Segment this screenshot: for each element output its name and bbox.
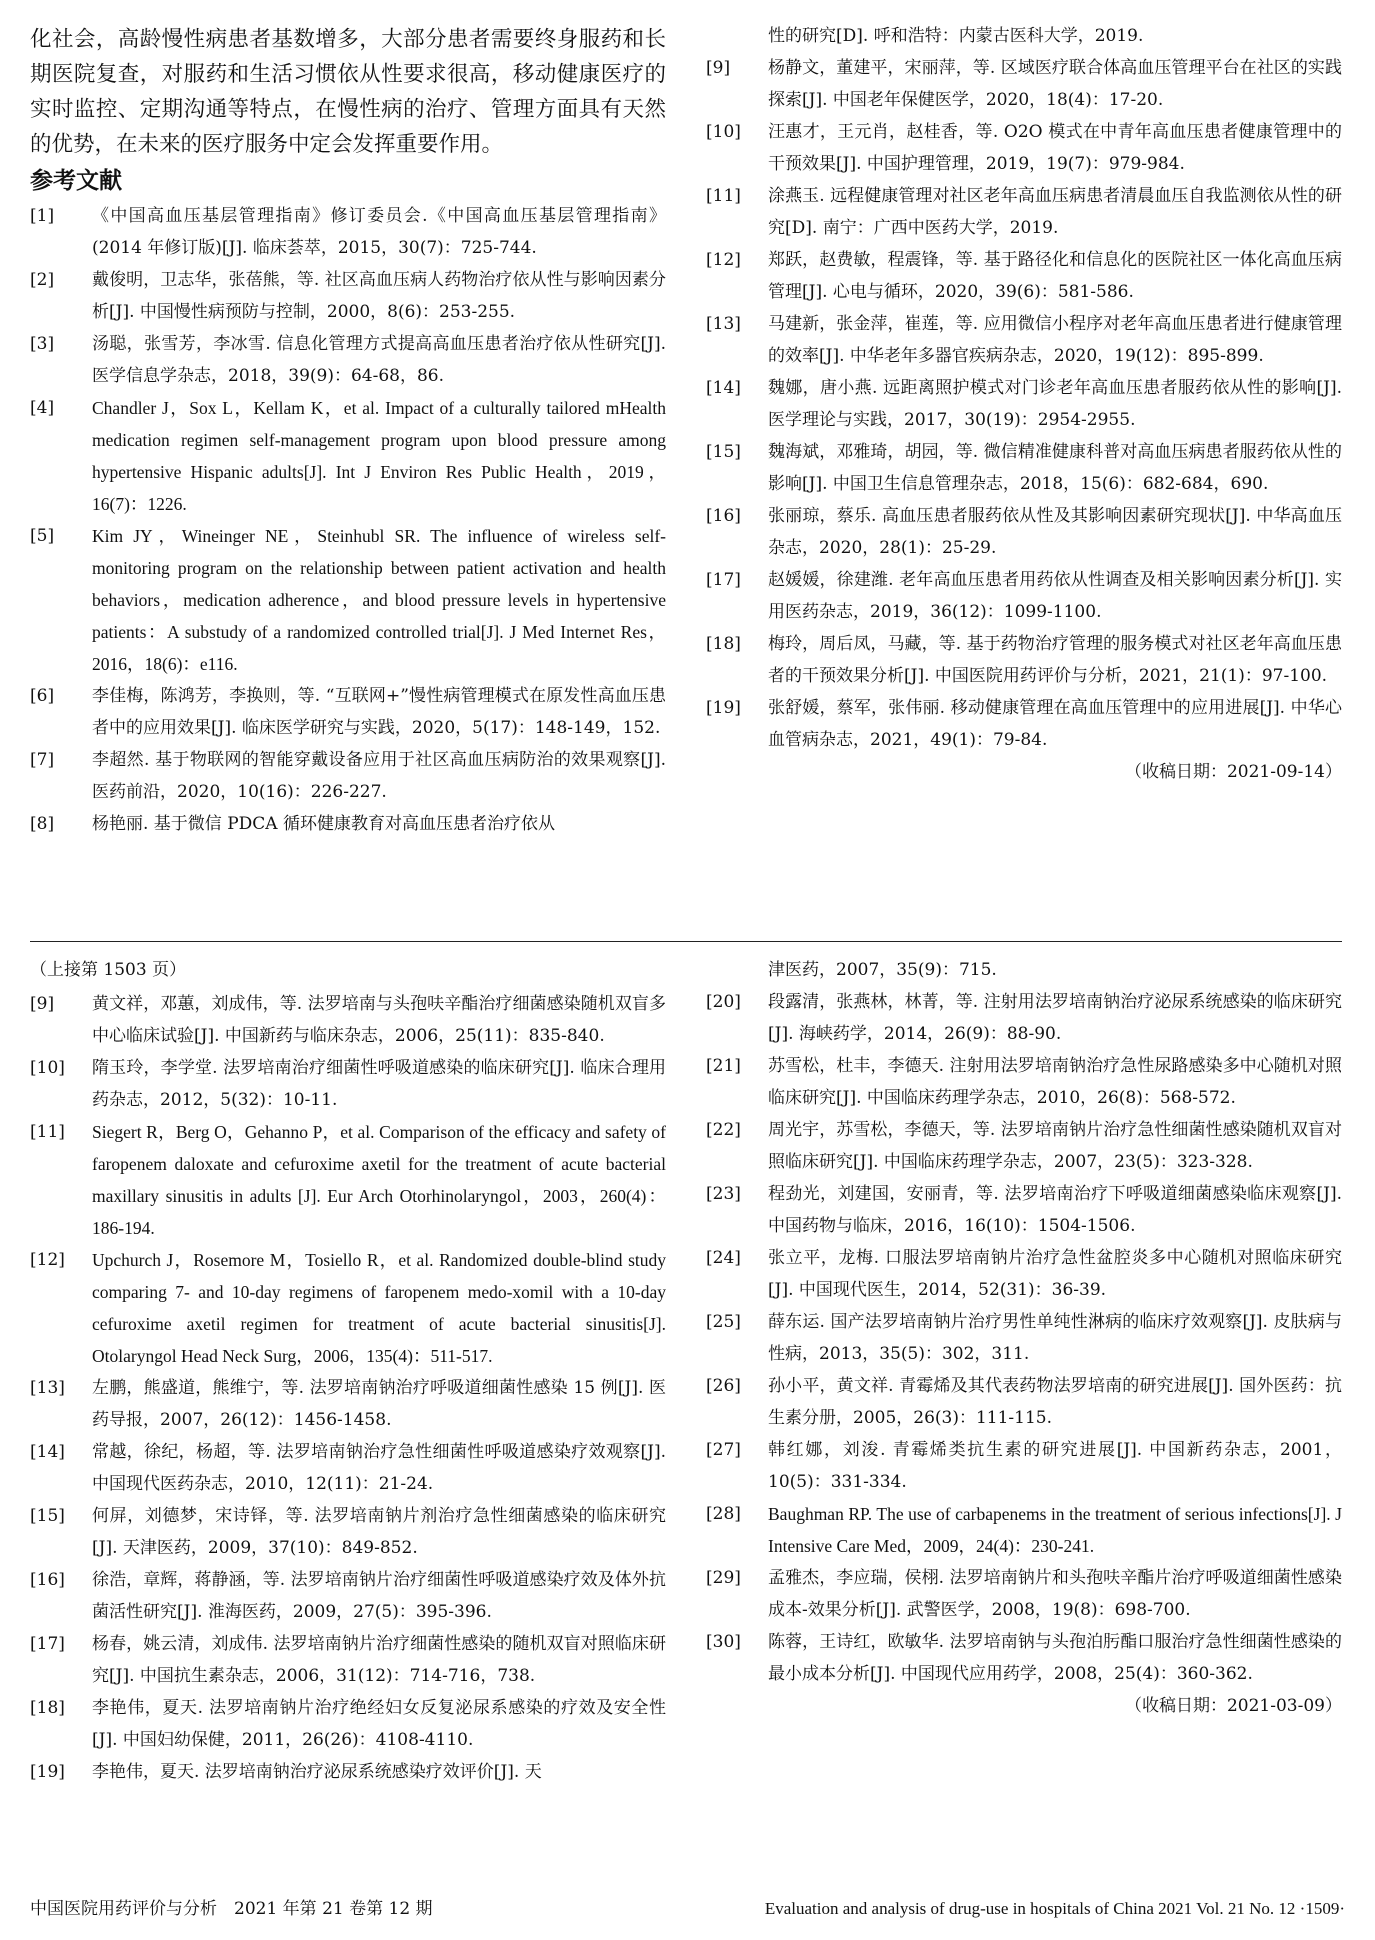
reference-number: [23] [706,1184,741,1204]
reference-text: 张舒媛，蔡军，张伟丽. 移动健康管理在高血压管理中的应用进展[J]. 中华心血管病杂志，2021，49(1)：79-84. [768,698,1342,750]
reference-item [706,1562,1342,1626]
reference-text: 张立平，龙梅. 口服法罗培南钠片治疗急性盆腔炎多中心随机对照临床研究[J]. 中国现代医生，2014，52(31)：36-39. [768,1248,1342,1300]
reference-number: [25] [706,1312,741,1332]
reference-item [706,1434,1342,1498]
reference-item [706,1242,1342,1306]
reference-item [706,1626,1342,1690]
reference-number: [20] [706,992,741,1012]
reference-number: [30] [706,1632,741,1652]
reference-item [30,988,666,1052]
reference-item [706,564,1342,628]
reference-item [706,116,1342,180]
reference-item [30,680,666,744]
reference-item [706,986,1342,1050]
reference-number: [2] [30,270,55,290]
reference-text: Baughman RP. The use of carbapenems in the treatment of serious infections[J]. J Intensive Care Med，2009，24(4)：230-241. [768,1504,1342,1556]
reference-item [706,180,1342,244]
reference-text: 黄文祥，邓蕙，刘成伟，等. 法罗培南与头孢呋辛酯治疗细菌感染随机双盲多中心临床试验[J]. 中国新药与临床杂志，2006，25(11)：835-840. [92,994,666,1046]
reference-item [30,264,666,328]
reference-item [30,1692,666,1756]
reference-number: [13] [30,1378,65,1398]
reference-text: 涂燕玉. 远程健康管理对社区老年高血压病患者清晨血压自我监测依从性的研究[D]. 南宁：广西中医药大学，2019. [768,186,1342,238]
reference-item [30,1372,666,1436]
reference-number: [17] [30,1634,65,1654]
reference-number: [6] [30,686,55,706]
reference-text: 周光宇，苏雪松，李德天，等. 法罗培南钠片治疗急性细菌性感染随机双盲对照临床研究[J]. 中国临床药理学杂志，2007，23(5)：323-328. [768,1120,1342,1172]
reference-list [706,986,1342,1690]
reference-text: 李佳梅，陈鸿芳，李换则，等. “互联网+”慢性病管理模式在原发性高血压患者中的应用效果[J]. 临床医学研究与实践，2020，5(17)：148-149，152. [92,686,666,738]
reference-item [706,692,1342,756]
footer-journal-en: Evaluation and analysis of drug-use in hospitals of China 2021 Vol. 21 No. 12 ·1509· [764,1899,1345,1918]
reference-item [706,308,1342,372]
reference-list [30,988,666,1788]
reference-text: 杨静文，董建平，宋丽萍，等. 区域医疗联合体高血压管理平台在社区的实践探索[J]. 中国老年保健医学，2020，18(4)：17-20. [768,58,1342,110]
reference-text: 杨艳丽. 基于微信 PDCA 循环健康教育对高血压患者治疗依从 [92,814,555,834]
reference-text: 隋玉玲，李学堂. 法罗培南治疗细菌性呼吸道感染的临床研究[J]. 临床合理用药杂志，2012，5(32)：10-11. [92,1058,666,1110]
reference-text: 苏雪松，杜丰，李德天. 注射用法罗培南钠治疗急性尿路感染多中心随机对照临床研究[J]. 中国临床药理学杂志，2010，26(8)：568-572. [768,1056,1342,1108]
reference-text: 戴俊明，卫志华，张蓓熊，等. 社区高血压病人药物治疗依从性与影响因素分析[J]. 中国慢性病预防与控制，2000，8(6)：253-255. [92,270,666,322]
reference-text: 梅玲，周后凤，马藏，等. 基于药物治疗管理的服务模式对社区老年高血压患者的干预效果分析[J]. 中国医院用药评价与分析，2021，21(1)：97-100. [768,634,1342,686]
reference-text: Upchurch J，Rosemore M，Tosiello R，et al. Randomized double-blind study comparing 7- and 10-day regimens of faropenem medo-xomil with a 10-day cefuroxime axetil regimen for treatment of acute bacterial sinusitis[J]. Otolaryngol Head Neck Surg，2006，135(4)：511-517. [92,1250,666,1366]
reference-text: 杨春，姚云清，刘成伟. 法罗培南钠片治疗细菌性感染的随机双盲对照临床研究[J]. 中国抗生素杂志，2006，31(12)：714-716，738. [92,1634,666,1686]
reference-number: [9] [706,58,731,78]
reference-number: [16] [30,1570,65,1590]
reference-text: 陈蓉，王诗红，欧敏华. 法罗培南钠与头孢泊肟酯口服治疗急性细菌性感染的最小成本分析[J]. 中国现代应用药学，2008，25(4)：360-362. [768,1632,1342,1684]
reference-number: [19] [30,1762,65,1782]
reference-number: [24] [706,1248,741,1268]
reference-item [706,1114,1342,1178]
reference-number: [10] [706,122,741,142]
reference-number: [26] [706,1376,741,1396]
reference-item [30,328,666,392]
reference-text: 李超然. 基于物联网的智能穿戴设备应用于社区高血压病防治的效果观察[J]. 医药前沿，2020，10(16)：226-227. [92,750,666,802]
reference-item [30,200,666,264]
reference-text: 《中国高血压基层管理指南》修订委员会.《中国高血压基层管理指南》(2014 年修订版)[J]. 临床荟萃，2015，30(7)：725-744. [92,206,666,258]
reference-text: Chandler J，Sox L，Kellam K，et al. Impact of a culturally tailored mHealth medication regimen self-management program upon blood pressure among hypertensive Hispanic adults[J]. Int J Environ Res Public Health，2019，16(7)：1226. [92,398,666,514]
reference-text: 常越，徐纪，杨超，等. 法罗培南钠治疗急性细菌性呼吸道感染疗效观察[J]. 中国现代医药杂志，2010，12(11)：21-24. [92,1442,666,1494]
reference-item [30,1500,666,1564]
reference-item [30,1116,666,1244]
reference-number: [19] [706,698,741,718]
reference-number: [9] [30,994,55,1014]
reference-item [706,1050,1342,1114]
reference-text: 李艳伟，夏天. 法罗培南钠治疗泌尿系统感染疗效评价[J]. 天 [92,1762,542,1782]
reference-number: [11] [30,1122,65,1142]
reference-list [30,200,666,840]
reference-item [30,1244,666,1372]
reference-item [30,392,666,520]
reference-number: [13] [706,314,741,334]
reference-number: [15] [706,442,741,462]
reference-item [706,244,1342,308]
reference-number: [17] [706,570,741,590]
reference-item [30,520,666,680]
page-footer [30,1897,1345,1921]
bottom-left-column [30,954,666,1788]
reference-text: 段露清，张燕林，林菁，等. 注射用法罗培南钠治疗泌尿系统感染的临床研究[J]. 海峡药学，2014，26(9)：88-90. [768,992,1342,1044]
reference-item [30,1756,666,1788]
reference-number: [12] [706,250,741,270]
reference-number: [12] [30,1250,65,1270]
reference-text: Siegert R，Berg O，Gehanno P，et al. Comparison of the efficacy and safety of faropenem daloxate and cefuroxime axetil for the treatment of acute bacterial maxillary sinusitis in adults [J]. Eur Arch Otorhinolaryngol，2003，260(4)：186-194. [92,1122,666,1238]
reference-list [706,52,1342,756]
reference-text: 薛东运. 国产法罗培南钠片治疗男性单纯性淋病的临床疗效观察[J]. 皮肤病与性病，2013，35(5)：302，311. [768,1312,1342,1364]
top-left-column [30,22,666,840]
reference-item [30,744,666,808]
reference-number: [3] [30,334,55,354]
reference-text: 孟雅杰，李应瑞，侯栩. 法罗培南钠片和头孢呋辛酯片治疗呼吸道细菌性感染成本-效果分析[J]. 武警医学，2008，19(8)：698-700. [768,1568,1342,1620]
reference-text: 程劲光，刘建国，安丽青，等. 法罗培南治疗下呼吸道细菌感染临床观察[J]. 中国药物与临床，2016，16(10)：1504-1506. [768,1184,1342,1236]
reference-text: 孙小平，黄文祥. 青霉烯及其代表药物法罗培南的研究进展[J]. 国外医药：抗生素分册，2005，26(3)：111-115. [768,1376,1342,1428]
top-right-column [706,20,1342,788]
reference-number: [29] [706,1568,741,1588]
reference-item [706,500,1342,564]
reference-continuation: 津医药，2007，35(9)：715. [768,960,997,980]
reference-text: 徐浩，章辉，蒋静涵，等. 法罗培南钠片治疗细菌性呼吸道感染疗效及体外抗菌活性研究[J]. 淮海医药，2009，27(5)：395-396. [92,1570,666,1622]
reference-item [30,1564,666,1628]
reference-text: 李艳伟，夏天. 法罗培南钠片治疗绝经妇女反复泌尿系感染的疗效及安全性[J]. 中国妇幼保健，2011，26(26)：4108-4110. [92,1698,666,1750]
reference-item [706,628,1342,692]
footer-journal-cn: 中国医院用药评价与分析 2021 年第 21 卷第 12 期 [30,1899,433,1919]
received-date: （收稿日期：2021-09-14） [1124,762,1342,782]
reference-text: 张丽琼，蔡乐. 高血压患者服药依从性及其影响因素研究现状[J]. 中华高血压杂志，2020，28(1)：25-29. [768,506,1342,558]
reference-number: [15] [30,1506,65,1526]
reference-number: [27] [706,1440,741,1460]
reference-item [706,1370,1342,1434]
section-divider [30,941,1342,942]
reference-number: [28] [706,1504,741,1524]
reference-text: 何屏，刘德梦，宋诗铎，等. 法罗培南钠片剂治疗急性细菌感染的临床研究[J]. 天津医药，2009，37(10)：849-852. [92,1506,666,1558]
reference-item [706,52,1342,116]
reference-number: [7] [30,750,55,770]
reference-item [706,1306,1342,1370]
reference-number: [16] [706,506,741,526]
reference-continuation: 性的研究[D]. 呼和浩特：内蒙古医科大学，2019. [768,26,1144,46]
reference-text: 魏海斌，邓雅琦，胡园，等. 微信精准健康科普对高血压病患者服药依从性的影响[J]. 中国卫生信息管理杂志，2018，15(6)：682-684，690. [768,442,1342,494]
references-heading: 参考文献 [30,168,122,194]
reference-number: [18] [706,634,741,654]
reference-number: [14] [706,378,741,398]
reference-text: 郑跃，赵费敏，程震锋，等. 基于路径化和信息化的医院社区一体化高血压病管理[J]. 心电与循环，2020，39(6)：581-586. [768,250,1342,302]
reference-number: [18] [30,1698,65,1718]
reference-number: [21] [706,1056,741,1076]
reference-number: [4] [30,398,55,418]
reference-number: [5] [30,526,55,546]
bottom-right-column [706,954,1342,1722]
reference-text: 左鹏，熊盛道，熊维宁，等. 法罗培南钠治疗呼吸道细菌性感染 15 例[J]. 医药导报，2007，26(12)：1456-1458. [92,1378,666,1430]
received-date: （收稿日期：2021-03-09） [1124,1696,1342,1716]
reference-number: [10] [30,1058,65,1078]
reference-number: [14] [30,1442,65,1462]
reference-number: [1] [30,206,55,226]
reference-text: 魏娜，唐小燕. 远距离照护模式对门诊老年高血压患者服药依从性的影响[J]. 医学理论与实践，2017，30(19)：2954-2955. [768,378,1342,430]
reference-text: 马建新，张金萍，崔莲，等. 应用微信小程序对老年高血压患者进行健康管理的效率[J]. 中华老年多器官疾病杂志，2020，19(12)：895-899. [768,314,1342,366]
continued-from-note: （上接第 1503 页） [30,960,187,980]
reference-item [30,1052,666,1116]
reference-number: [11] [706,186,741,206]
reference-text: 汪惠才，王元肖，赵桂香，等. O2O 模式在中青年高血压患者健康管理中的干预效果[J]. 中国护理管理，2019，19(7)：979-984. [768,122,1342,174]
reference-text: Kim JY，Wineinger NE，Steinhubl SR. The influence of wireless self-monitoring program on the relationship between patient activation and health behaviors，medication adherence，and blood pressure levels in hypertensive patients：A substudy of a randomized controlled trial[J]. J Med Internet Res，2016，18(6)：e116. [92,526,666,674]
reference-item [706,372,1342,436]
reference-text: 赵媛媛，徐建潍. 老年高血压患者用药依从性调查及相关影响因素分析[J]. 实用医药杂志，2019，36(12)：1099-1100. [768,570,1342,622]
reference-text: 汤聪，张雪芳，李冰雪. 信息化管理方式提高高血压患者治疗依从性研究[J]. 医学信息学杂志，2018，39(9)：64-68，86. [92,334,666,386]
reference-item [30,1628,666,1692]
body-paragraph: 化社会，高龄慢性病患者基数增多，大部分患者需要终身服药和长期医院复查，对服药和生活习惯依从性要求很高，移动健康医疗的实时监控、定期沟通等特点，在慢性病的治疗、管理方面具有天然的优势，在未来的医疗服务中定会发挥重要作用。 [30,27,666,157]
reference-number: [8] [30,814,55,834]
reference-item [706,1178,1342,1242]
reference-item [30,1436,666,1500]
reference-text: 韩红娜，刘浚. 青霉烯类抗生素的研究进展[J]. 中国新药杂志，2001，10(5)：331-334. [768,1440,1342,1492]
reference-item [30,808,666,840]
reference-item [706,1498,1342,1562]
reference-number: [22] [706,1120,741,1140]
reference-item [706,436,1342,500]
